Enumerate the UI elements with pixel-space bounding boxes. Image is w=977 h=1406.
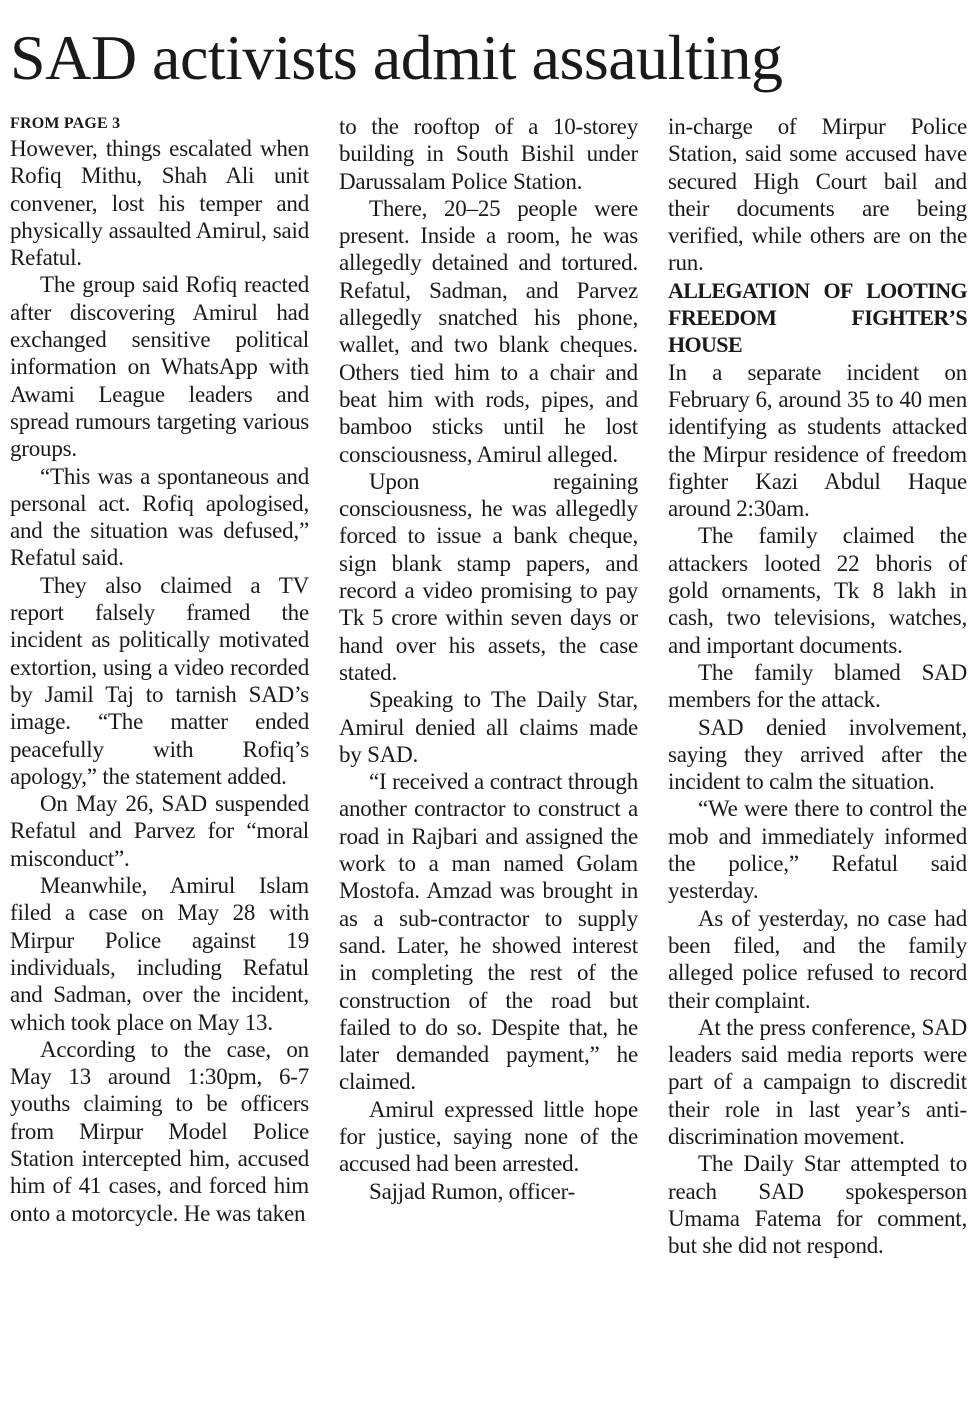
paragraph: However, things escalated when Rofiq Mithu, Shah Ali unit convener, lost his temper and physically assaulted Amirul, said Refatul. [10, 136, 309, 271]
paragraph: “We were there to control the mob and immediately informed the police,” Refatul said yesterday. [668, 796, 967, 904]
paragraph: At the press conference, SAD leaders said media reports were part of a campaign to discredit their role in last year’s anti-discrimination movement. [668, 1014, 967, 1149]
paragraph: in-charge of Mirpur Police Station, said some accused have secured High Court bail and their documents are being verified, while others are on the run. [668, 114, 967, 276]
paragraph: Sajjad Rumon, officer- [369, 1178, 576, 1204]
article-column-3 [668, 113, 967, 1259]
section-subhead: ALLEGATION OF LOOTING FREEDOM FIGHTER’S HOUSE [668, 277, 967, 358]
paragraph: to the rooftop of a 10-storey building in South Bishil under Darussalam Police Station. [339, 114, 638, 194]
paragraph: There, 20–25 people were present. Inside a room, he was allegedly detained and tortured. Refatul, Sadman, and Parvez allegedly snatched his phone, wallet, and two blank cheques. Others tied him to a chair and beat him with rods, pipes, and bamboo sticks until he lost consciousness, Amirul alleged. [339, 195, 638, 467]
paragraph: The Daily Star attempted to reach SAD spokesperson Umama Fatema for comment, but she did not respond. [668, 1151, 967, 1259]
paragraph: They also claimed a TV report falsely framed the incident as politically motivated extortion, using a video recorded by Jamil Taj to tarnish SAD’s image. “The matter ended peacefully with Rofiq’s apology,” the statement added. [10, 572, 309, 789]
paragraph: On May 26, SAD suspended Refatul and Parvez for “moral misconduct”. [10, 791, 309, 871]
paragraph: According to the case, on May 13 around 1:30pm, 6-7 youths claiming to be officers from Mirpur Model Police Station intercepted him, accused him of 41 cases, and forced him onto a motorcycle. He was taken [10, 1036, 309, 1226]
paragraph: The family claimed the attackers looted 22 bhoris of gold ornaments, Tk 8 lakh in cash, two televisions, watches, and important documents. [668, 523, 967, 658]
paragraph: Upon regaining consciousness, he was allegedly forced to issue a bank cheque, sign blank stamp papers, and record a video promising to pay Tk 5 crore within seven days or hand over his assets, the case stated. [339, 468, 638, 685]
headline: SAD activists admit assaulting [10, 22, 783, 93]
paragraph: In a separate incident on February 6, around 35 to 40 men identifying as students attacked the Mirpur residence of freedom fighter Kazi Abdul Haque around 2:30am. [668, 359, 967, 522]
paragraph: Amirul expressed little hope for justice, saying none of the accused had been arrested. [339, 1096, 638, 1177]
paragraph: Speaking to The Daily Star, Amirul denied all claims made by SAD. [339, 687, 638, 767]
paragraph: The group said Rofiq reacted after discovering Amirul had exchanged sensitive political information on WhatsApp with Awami League leaders and spread rumours targeting various groups. [10, 272, 309, 462]
paragraph: “This was a spontaneous and personal act. Rofiq apologised, and the situation was defused,” Refatul said. [10, 463, 309, 571]
paragraph: Meanwhile, Amirul Islam filed a case on May 28 with Mirpur Police against 19 individuals, including Refatul and Sadman, over the incident, which took place on May 13. [10, 873, 309, 1035]
article-column-2 [339, 113, 638, 1205]
paragraph: The family blamed SAD members for the attack. [668, 659, 967, 713]
article-column-1 [10, 113, 309, 1227]
kicker: FROM PAGE 3 [10, 115, 121, 132]
paragraph: SAD denied involvement, saying they arrived after the incident to calm the situation. [668, 714, 967, 795]
paragraph: “I received a contract through another contractor to construct a road in Rajbari and assigned the work to a man named Golam Mostofa. Amzad was brought in as a sub-contractor to supply sand. Later, he showed interest in completing the rest of the construction of the road but failed to do so. Despite that, he later demanded payment,” he claimed. [339, 769, 638, 1095]
paragraph: As of yesterday, no case had been filed, and the family alleged police refused to record their complaint. [668, 905, 967, 1013]
